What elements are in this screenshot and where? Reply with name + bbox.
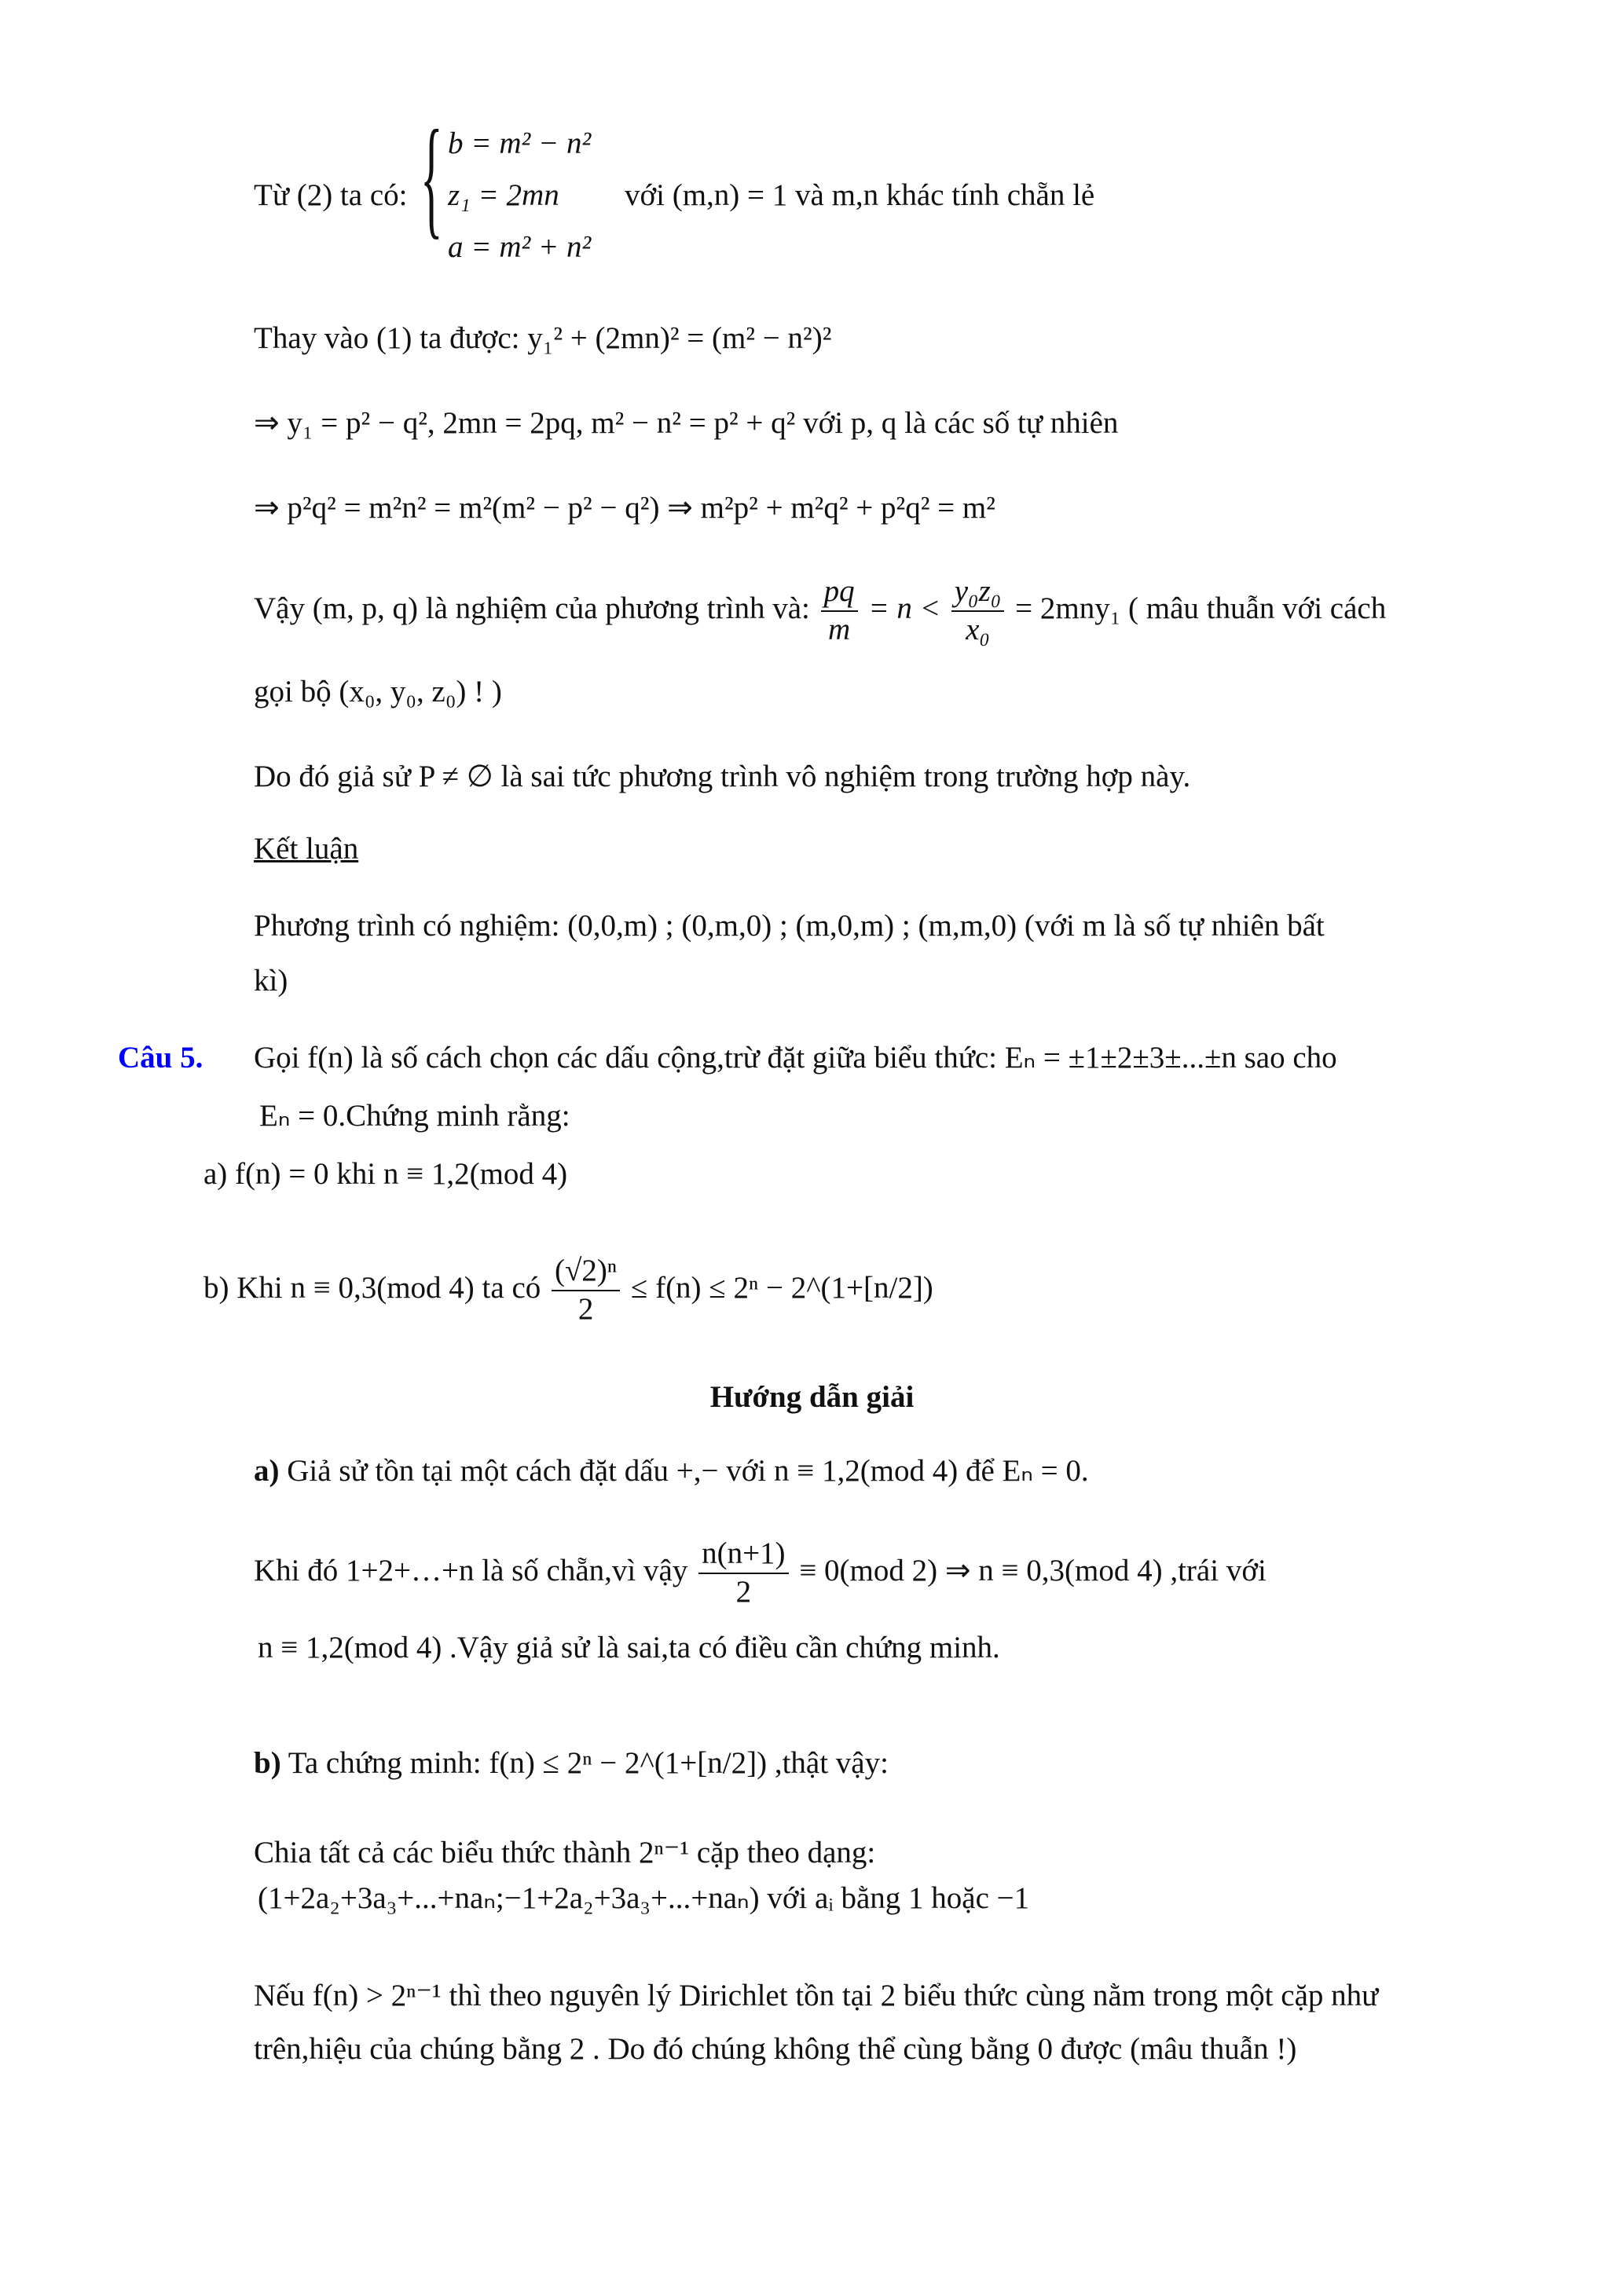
- question-statement-cont: Eₙ = 0.Chứng minh rằng:: [259, 1099, 570, 1133]
- solution-b-line-4: Nếu f(n) > 2ⁿ⁻¹ thì theo nguyên lý Dirichlet tồn tại 2 biểu thức cùng nằm trong một cặp như: [254, 1979, 1379, 2012]
- part-b-text: b) Khi n ≡ 0,3(mod 4) ta có: [203, 1270, 541, 1305]
- question-statement: Gọi f(n) là số cách chọn các dấu cộng,trừ đặt giữa biểu thức: Eₙ = ±1±2±3±...±n sao cho: [254, 1041, 1337, 1075]
- contradiction-text: Vậy (m, p, q) là nghiệm của phương trình và:: [254, 591, 810, 625]
- fraction-den: 2: [577, 1291, 594, 1326]
- solutions-line: Phương trình có nghiệm: (0,0,m) ; (0,m,0) ; (m,0,m) ; (m,m,0) (với m là số tự nhiên bất: [254, 909, 1325, 943]
- part-b-inequality: ≤ f(n) ≤ 2ⁿ − 2^(1+[n/2]): [630, 1270, 933, 1305]
- solution-b-line-3: (1+2a₂+3a₃+...+naₙ;−1+2a₂+3a₃+...+naₙ) với aᵢ bằng 1 hoặc −1: [258, 1881, 1030, 1915]
- contradiction-tail: = 2mny₁ ( mâu thuẫn với cách: [1015, 591, 1387, 625]
- solution-b-line: [254, 1745, 889, 1782]
- fraction-num: y₀z₀: [951, 573, 1005, 612]
- fraction-pq-m: [821, 573, 858, 649]
- brace-symbol: {: [420, 103, 443, 251]
- question-part-a: a) f(n) = 0 khi n ≡ 1,2(mod 4): [203, 1157, 568, 1191]
- fraction-num: n(n+1): [698, 1536, 788, 1574]
- contradiction-line: [254, 573, 1386, 649]
- system-condition: với (m,n) = 1 và m,n khác tính chẵn lẻ: [625, 178, 1095, 212]
- fraction-den: x₀: [966, 612, 990, 646]
- system-eq-2: z₁ = 2mn: [448, 178, 559, 212]
- solution-a2-tail: ≡ 0(mod 2) ⇒ n ≡ 0,3(mod 4) ,trái với: [799, 1553, 1267, 1587]
- implication-line-1: ⇒ y₁ = p² − q², 2mn = 2pq, m² − n² = p² + q² với p, q là các số tự nhiên: [254, 406, 1119, 440]
- question-part-b: [203, 1253, 933, 1328]
- solution-a2-text: Khi đó 1+2+…+n là số chẵn,vì vậy: [254, 1553, 688, 1587]
- question-label: Câu 5.: [118, 1041, 203, 1075]
- solution-heading: Hướng dẫn giải: [709, 1380, 915, 1414]
- implication-line-2: ⇒ p²q² = m²n² = m²(m² − p² − q²) ⇒ m²p² + m²q² + p²q² = m²: [254, 491, 995, 525]
- fraction-sqrt2: [552, 1253, 620, 1328]
- solution-b-line-2: Chia tất cả các biểu thức thành 2ⁿ⁻¹ cặp theo dạng:: [254, 1836, 876, 1869]
- tuple-line: gọi bộ (x₀, y₀, z₀) ! ): [254, 675, 502, 709]
- solution-a-label: a): [254, 1454, 280, 1488]
- therefore-line: Do đó giả sử P ≠ ∅ là sai tức phương trình vô nghiệm trong trường hợp này.: [254, 760, 1191, 793]
- fraction-num: pq: [821, 573, 858, 612]
- fraction-yz-x: [951, 573, 1005, 649]
- system-eq-3: a = m² + n²: [448, 230, 592, 264]
- fraction-n-n1: [698, 1536, 788, 1611]
- solution-a-line-3: n ≡ 1,2(mod 4) .Vậy giả sử là sai,ta có điều cần chứng minh.: [258, 1631, 1000, 1664]
- solution-a-text: Giả sử tồn tại một cách đặt dấu +,− với n ≡ 1,2(mod 4) để Eₙ = 0.: [287, 1454, 1089, 1488]
- solution-a-line: [254, 1453, 1089, 1490]
- fraction-den: 2: [735, 1574, 752, 1609]
- fraction-num: (√2)ⁿ: [552, 1253, 620, 1291]
- solution-b-label: b): [254, 1746, 281, 1780]
- solution-b-line-5: trên,hiệu của chúng bằng 2 . Do đó chúng không thể cùng bằng 0 được (mâu thuẫn !): [254, 2032, 1297, 2066]
- solutions-line-cont: kì): [254, 964, 288, 998]
- fraction-den: m: [828, 612, 851, 646]
- substitution-line: Thay vào (1) ta được: y₁² + (2mn)² = (m² − n²)²: [254, 321, 832, 355]
- solution-a-line-2: [254, 1536, 1267, 1611]
- conclusion-heading: Kết luận: [254, 832, 359, 866]
- solution-b-text: Ta chứng minh: f(n) ≤ 2ⁿ − 2^(1+[n/2]) ,thật vậy:: [288, 1746, 889, 1780]
- inequality-text: = n <: [868, 591, 940, 625]
- intro-text: Từ (2) ta có:: [254, 178, 408, 212]
- system-eq-1: b = m² − n²: [448, 126, 592, 160]
